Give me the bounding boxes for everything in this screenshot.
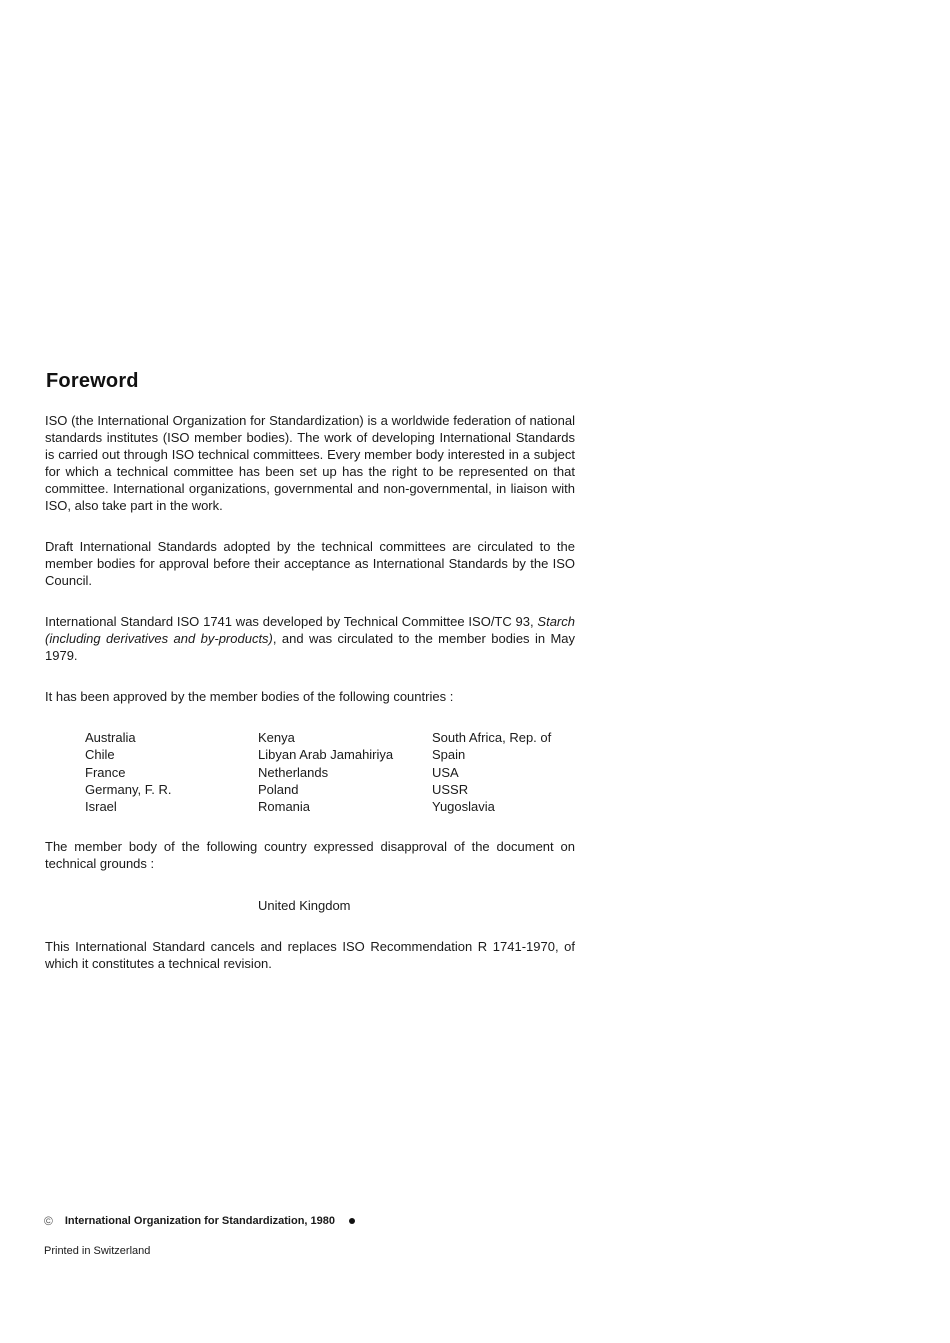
approving-countries-list bbox=[85, 729, 592, 815]
bullet-icon bbox=[349, 1218, 355, 1224]
development-text-end: , and was circulated to the member bodies in May 1979. bbox=[45, 631, 576, 663]
country-item: Australia bbox=[85, 730, 136, 745]
committee-title: Starch (including derivatives and by-products) bbox=[45, 614, 575, 646]
copyright-icon: © bbox=[44, 1214, 53, 1228]
development-text-start: International Standard ISO 1741 was developed by Technical Committee ISO/TC 93, bbox=[45, 614, 538, 629]
page-title: Foreword bbox=[46, 370, 139, 392]
country-item: Libyan Arab Jamahiriya bbox=[258, 747, 394, 763]
disapproving-country: United Kingdom bbox=[258, 898, 351, 913]
paragraph-draft-standards: Draft International Standards adopted by the technical committees are circulated to the member bodies for approval before their acceptance as International Standards by the ISO Council. bbox=[45, 539, 575, 588]
copyright-line bbox=[44, 1213, 355, 1229]
country-column-3 bbox=[432, 729, 592, 815]
country-item: USSR bbox=[432, 781, 469, 797]
country-item: USA bbox=[432, 764, 459, 780]
paragraph-development bbox=[45, 613, 575, 664]
paragraph-approval: It has been approved by the member bodies of the following countries : bbox=[45, 689, 454, 704]
country-item: Kenya bbox=[258, 730, 295, 745]
country-column-2 bbox=[258, 729, 432, 815]
country-item: Israel bbox=[85, 799, 117, 815]
printed-location: Printed in Switzerland bbox=[44, 1245, 151, 1257]
copyright-text: International Organization for Standardization, 1980 bbox=[64, 1215, 335, 1227]
country-item: Netherlands bbox=[258, 764, 329, 780]
paragraph-replacement: This International Standard cancels and replaces ISO Recommendation R 1741-1970, of which it constitutes a technical revision. bbox=[45, 939, 575, 971]
paragraph-disapproval: The member body of the following country expressed disapproval of the document on technical grounds : bbox=[45, 839, 575, 871]
country-item: South Africa, Rep. of bbox=[432, 730, 552, 745]
country-column-1 bbox=[85, 729, 258, 815]
country-item: Yugoslavia bbox=[432, 799, 495, 815]
country-item: Spain bbox=[432, 747, 466, 763]
country-item: Chile bbox=[85, 747, 115, 763]
country-item: Germany, F. R. bbox=[85, 781, 172, 797]
country-item: France bbox=[85, 764, 126, 780]
country-item: Poland bbox=[258, 781, 299, 797]
country-item: Romania bbox=[258, 799, 311, 815]
paragraph-iso-description: ISO (the International Organization for Standardization) is a worldwide federation of national standards institutes (ISO member bodies). The work of developing International Standards is carried out through ISO technical committees. Every member body interested in a subject for which a technical committee has been set up has the right to be represented on that committee. International organizations, governmental and non-governmental, in liaison with ISO, also take part in the work. bbox=[45, 413, 575, 513]
